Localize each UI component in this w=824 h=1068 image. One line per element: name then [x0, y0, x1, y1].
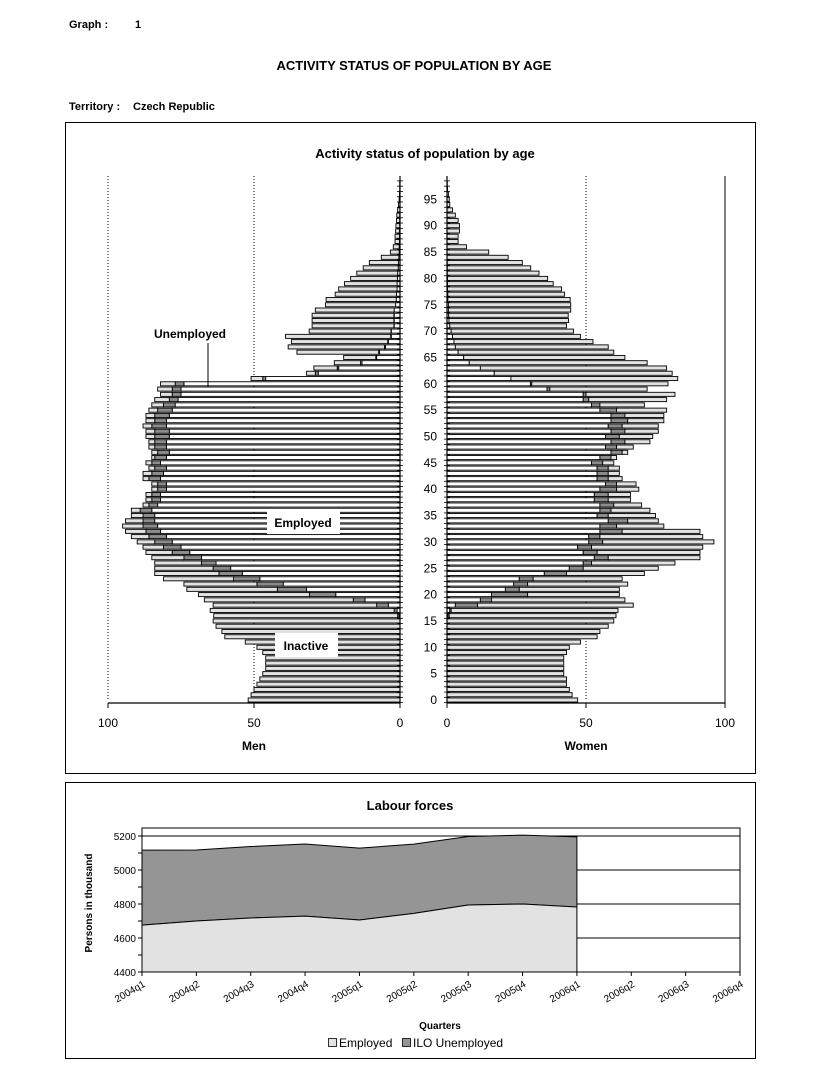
- labour-x-axis-label: Quarters: [419, 1021, 461, 1032]
- labour-y-tick-label: 5000: [113, 866, 136, 877]
- inactive-annotation: Inactive: [283, 639, 329, 653]
- territory-label: Territory :: [69, 101, 121, 113]
- men-tick-label: 0: [396, 716, 404, 730]
- legend-swatch-employed: [329, 1039, 337, 1047]
- age-tick-label: 75: [423, 297, 437, 312]
- age-tick-label: 60: [423, 376, 437, 391]
- labour-x-tick-label: 2006q1: [548, 979, 583, 1006]
- labour-y-tick-labels: [114, 832, 137, 979]
- legend-label-unemployed: ILO Unemployed: [413, 1036, 504, 1050]
- age-tick-label: 35: [423, 508, 437, 523]
- labour-x-tick-label: 2005q1: [330, 979, 365, 1006]
- men-tick-label: 50: [247, 716, 261, 730]
- age-tick-label: 30: [423, 534, 437, 549]
- age-tick-label: 65: [423, 350, 437, 365]
- labour-x-tick-label: 2004q2: [167, 979, 202, 1006]
- labour-x-tick-label: 2005q4: [493, 979, 529, 1006]
- labour-title: Labour forces: [366, 798, 454, 813]
- graph-number: 1: [135, 19, 142, 31]
- labour-x-tick-label: 2006q4: [711, 979, 746, 1006]
- legend-label-employed: Employed: [339, 1036, 393, 1050]
- women-tick-label: 50: [579, 716, 593, 730]
- age-tick-label: 0: [430, 693, 437, 707]
- men-tick-label: 100: [97, 716, 119, 730]
- labour-x-tick-label: 2006q3: [656, 979, 692, 1006]
- territory-value: Czech Republic: [133, 101, 215, 113]
- age-tick-label: 85: [423, 245, 437, 260]
- age-tick-label: 70: [423, 324, 437, 339]
- employed-annotation: Employed: [274, 516, 332, 530]
- graph-label: Graph :: [69, 19, 109, 31]
- age-tick-label: 20: [423, 587, 437, 602]
- labour-y-tick-label: 4400: [113, 968, 136, 979]
- men-axis-label: Men: [242, 739, 266, 753]
- labour-y-axis-label: Persons in thousand: [84, 853, 95, 953]
- labour-y-tick-label: 4600: [113, 934, 136, 945]
- age-tick-label: 10: [423, 640, 437, 655]
- labour-x-tick-labels: [113, 979, 746, 1005]
- age-tick-label: 90: [423, 218, 437, 233]
- legend-swatch-unemployed: [403, 1039, 411, 1047]
- age-tick-label: 80: [423, 271, 437, 286]
- labour-x-tick-label: 2006q2: [602, 979, 637, 1006]
- women-tick-label: 0: [443, 716, 451, 730]
- age-tick-label: 5: [430, 666, 437, 681]
- labour-y-tick-label: 5200: [113, 832, 136, 843]
- pyramid-title: Activity status of population by age: [315, 146, 535, 161]
- unemployed-annotation: Unemployed: [153, 327, 227, 341]
- age-tick-label: 45: [423, 455, 437, 470]
- age-tick-label: 15: [423, 613, 437, 628]
- age-tick-label: 25: [423, 561, 437, 576]
- labour-x-tick-label: 2005q3: [439, 979, 474, 1006]
- women-tick-label: 100: [714, 716, 736, 730]
- labour-x-tick-label: 2005q2: [384, 979, 420, 1006]
- age-tick-label: 50: [423, 429, 437, 444]
- labour-legend: [329, 1036, 504, 1050]
- labour-y-tick-label: 4800: [113, 900, 136, 911]
- main-title: ACTIVITY STATUS OF POPULATION BY AGE: [276, 58, 552, 73]
- age-tick-label: 40: [423, 482, 437, 497]
- age-tick-label: 95: [423, 192, 437, 207]
- labour-x-tick-label: 2004q4: [276, 979, 311, 1006]
- labour-x-tick-label: 2004q3: [221, 979, 257, 1006]
- labour-x-tick-label: 2004q1: [113, 979, 148, 1006]
- age-tick-label: 55: [423, 403, 437, 418]
- labour-areas: [142, 835, 577, 972]
- women-axis-label: Women: [564, 739, 608, 753]
